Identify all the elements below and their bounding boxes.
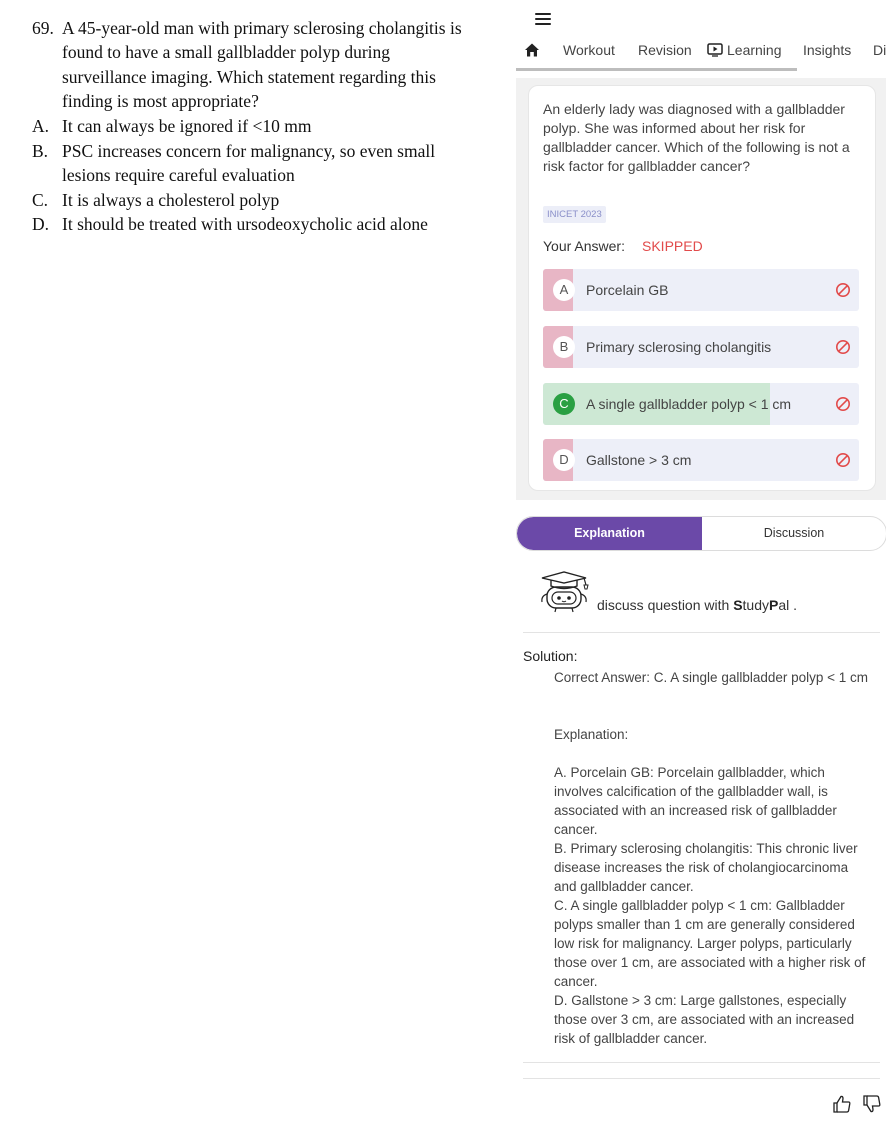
active-tab-underline — [516, 68, 797, 71]
answer-option-b[interactable] — [543, 326, 859, 368]
tab-learning[interactable] — [707, 42, 782, 58]
ban-icon — [835, 452, 851, 468]
option-letter-badge-correct: C — [553, 393, 575, 415]
explanation-discussion-toggle — [516, 516, 886, 551]
your-answer-label: Your Answer: — [543, 238, 625, 254]
option-letter-badge: B — [553, 336, 575, 358]
tab-learning-label: Learning — [727, 42, 782, 58]
answer-option-c[interactable] — [543, 383, 859, 425]
studypal-prefix: discuss question with — [597, 597, 734, 613]
top-nav-tabs — [516, 36, 886, 70]
studypal-p: P — [769, 597, 779, 613]
question-number: 69. — [32, 18, 54, 38]
answer-option-d[interactable] — [543, 439, 859, 481]
explanation-option-b: B. Primary sclerosing cholangitis: This chronic liver disease increases the risk of cholangiocarcinoma and gallbladder cancer. — [554, 841, 858, 894]
studypal-robot-icon — [536, 568, 592, 614]
answer-option-a[interactable] — [543, 269, 859, 311]
tab-discussion[interactable]: Discussion — [763, 526, 825, 540]
option-text: Primary sclerosing cholangitis — [586, 339, 772, 355]
tab-insights[interactable]: Insights — [803, 42, 852, 58]
ban-icon — [835, 396, 851, 412]
home-icon[interactable] — [524, 42, 540, 61]
studypal-tudy: tudy — [742, 597, 769, 613]
printed-option-letter: D. — [32, 214, 50, 234]
exam-tag: INICET 2023 — [543, 206, 606, 223]
printed-option-letter: A. — [32, 116, 50, 136]
explanation-label: Explanation: — [554, 727, 629, 742]
studypal-link[interactable] — [597, 597, 797, 613]
thumbs-down-icon[interactable] — [862, 1094, 882, 1114]
printed-option-text: It can always be ignored if <10 mm — [62, 116, 312, 136]
option-text: A single gallbladder polyp < 1 cm — [586, 396, 792, 412]
ban-icon — [835, 339, 851, 355]
your-answer-status: SKIPPED — [642, 238, 703, 254]
printed-option-text: It is always a cholesterol polyp — [62, 190, 280, 210]
question-text: A 45-year-old man with primary sclerosing cholangitis is found to have a small gallbladder polyp during surveillance imaging. Which statement regarding this finding is most appropriate? — [62, 18, 462, 112]
explanation-option-a: A. Porcelain GB: Porcelain gallbladder, which involves calcification of the gallbladder wall, is associated with an increased risk of gallbladder cancer. — [554, 765, 837, 837]
tab-explanation[interactable]: Explanation — [517, 517, 702, 550]
printed-option-letter: B. — [32, 141, 49, 161]
option-text: Porcelain GB — [586, 282, 669, 298]
question-stem: An elderly lady was diagnosed with a gallbladder polyp. She was informed about her risk for gallbladder cancer. Which of the following is not a risk factor for gallbladder cancer? — [543, 101, 850, 174]
studypal-al: al . — [778, 597, 798, 613]
correct-answer-text: Correct Answer: C. A single gallbladder polyp < 1 cm — [554, 670, 869, 685]
option-letter-badge: D — [553, 449, 575, 471]
printed-option-text: It should be treated with ursodeoxycholic acid alone — [62, 214, 428, 234]
divider — [523, 632, 880, 633]
option-text: Gallstone > 3 cm — [586, 452, 692, 468]
play-screen-icon — [707, 43, 723, 57]
studypal-s: S — [733, 597, 743, 613]
thumbs-up-icon[interactable] — [832, 1094, 852, 1114]
option-letter-badge: A — [553, 279, 575, 301]
divider — [523, 1078, 880, 1079]
printed-option-text: PSC increases concern for malignancy, so even small lesions require careful evaluation — [62, 141, 436, 186]
explanation-option-c: C. A single gallbladder polyp < 1 cm: Gallbladder polyps smaller than 1 cm are generally considered low risk for malignancy. Larger polyps, particularly those over 1 cm, are associated with a higher risk of cancer. — [554, 898, 866, 989]
solution-title: Solution: — [523, 648, 578, 664]
divider — [523, 1062, 880, 1063]
tab-revision[interactable]: Revision — [638, 42, 692, 58]
tab-workout[interactable]: Workout — [563, 42, 615, 58]
explanation-option-d: D. Gallstone > 3 cm: Large gallstones, especially those over 3 cm, are associated with an increased risk of gallbladder cancer. — [554, 993, 855, 1046]
printed-option-letter: C. — [32, 190, 49, 210]
ban-icon — [835, 282, 851, 298]
hamburger-icon[interactable] — [533, 10, 553, 28]
tab-discussion-partial[interactable]: Di — [873, 42, 886, 58]
